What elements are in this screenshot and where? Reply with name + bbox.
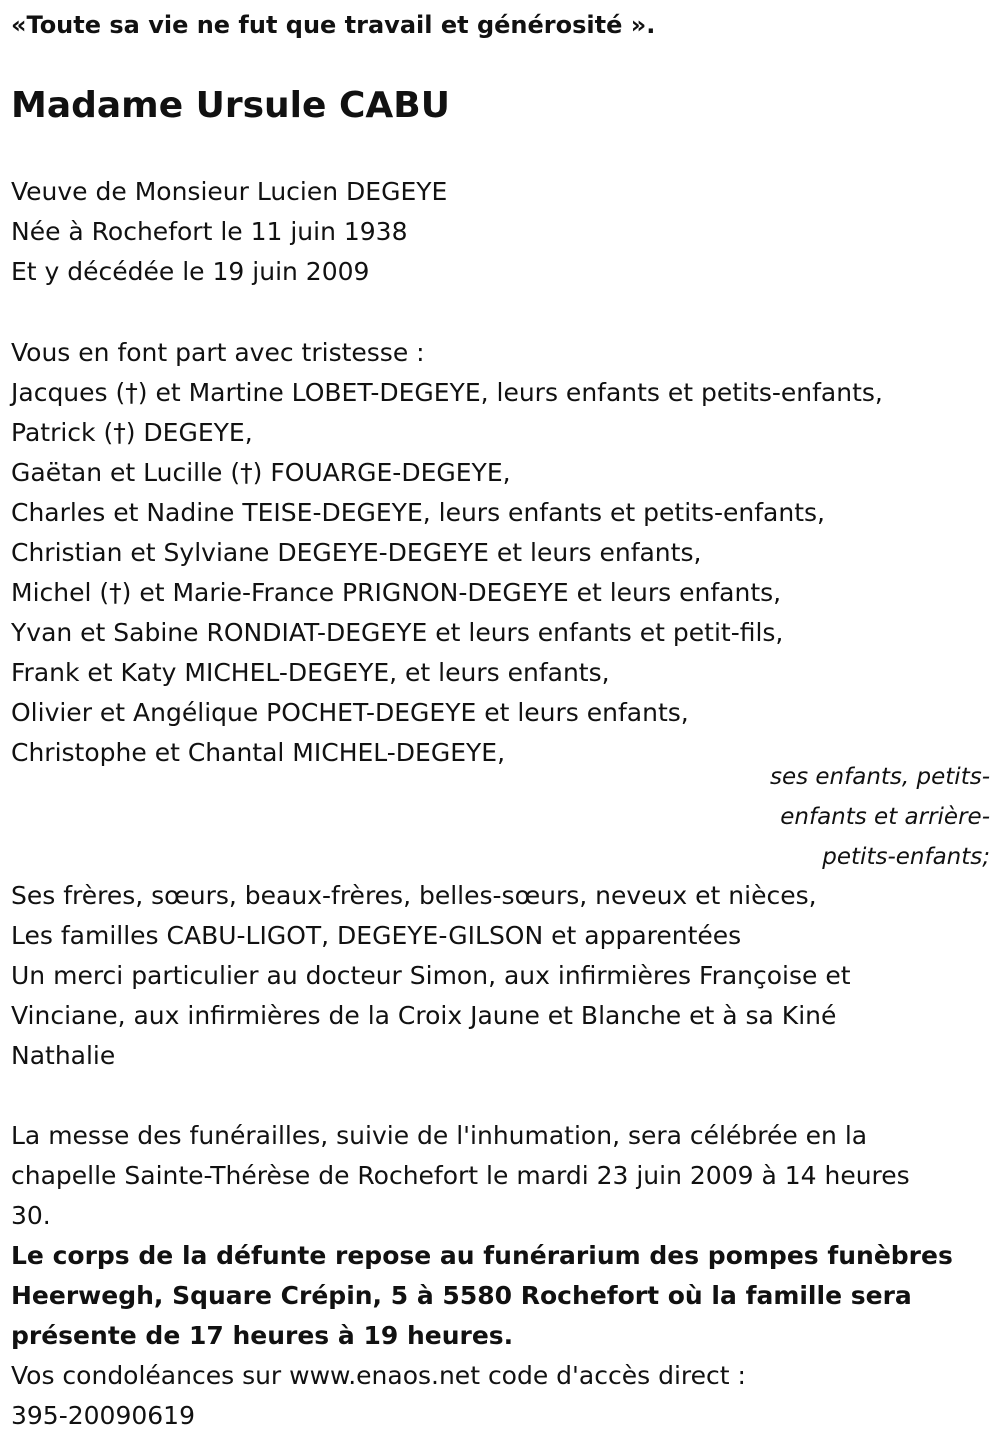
family-line: Jacques (†) et Martine LOBET-DEGEYE, leurs enfants et petits-enfants, <box>11 378 883 407</box>
funeral-home-line: Le corps de la défunte repose au funérarium des pompes funèbres <box>11 1241 953 1270</box>
death-line: Et y décédée le 19 juin 2009 <box>11 257 370 286</box>
mass-line: La messe des funérailles, suivie de l'inhumation, sera célébrée en la <box>11 1121 868 1150</box>
birth-line: Née à Rochefort le 11 juin 1938 <box>11 217 408 246</box>
epitaph-quote: «Toute sa vie ne fut que travail et générosité ». <box>11 11 656 39</box>
widow-of-line: Veuve de Monsieur Lucien DEGEYE <box>11 177 448 206</box>
thanks-line: Vinciane, aux infirmières de la Croix Jaune et Blanche et à sa Kiné <box>11 1001 837 1030</box>
relatives-line: Ses frères, sœurs, beaux-frères, belles-sœurs, neveux et nièces, <box>11 881 817 910</box>
funeral-home-line: Heerwegh, Square Crépin, 5 à 5580 Rochefort où la famille sera <box>11 1281 912 1310</box>
mass-line: chapelle Sainte-Thérèse de Rochefort le mardi 23 juin 2009 à 14 heures <box>11 1161 910 1190</box>
family-line: Christian et Sylviane DEGEYE-DEGEYE et leurs enfants, <box>11 538 702 567</box>
condolence-line: Vos condoléances sur www.enaos.net code d'accès direct : <box>11 1361 746 1390</box>
family-line: Frank et Katy MICHEL-DEGEYE, et leurs enfants, <box>11 658 610 687</box>
descendants-note-line: petits-enfants; <box>822 844 990 870</box>
mass-line: 30. <box>11 1201 51 1230</box>
family-line: Yvan et Sabine RONDIAT-DEGEYE et leurs enfants et petit-fils, <box>11 618 784 647</box>
access-code: 395-20090619 <box>11 1401 195 1430</box>
thanks-line: Un merci particulier au docteur Simon, aux infirmières Françoise et <box>11 961 851 990</box>
thanks-line: Nathalie <box>11 1041 116 1070</box>
descendants-note-line: enfants et arrière- <box>780 804 990 830</box>
family-intro: Vous en font part avec tristesse : <box>11 338 425 367</box>
family-line: Christophe et Chantal MICHEL-DEGEYE, <box>11 738 506 767</box>
descendants-note-line: ses enfants, petits- <box>769 764 990 790</box>
family-line: Charles et Nadine TEISE-DEGEYE, leurs enfants et petits-enfants, <box>11 498 825 527</box>
relatives-line: Les familles CABU-LIGOT, DEGEYE-GILSON et apparentées <box>11 921 742 950</box>
family-line: Gaëtan et Lucille (†) FOUARGE-DEGEYE, <box>11 458 511 487</box>
family-line: Patrick (†) DEGEYE, <box>11 418 253 447</box>
family-line: Michel (†) et Marie-France PRIGNON-DEGEYE et leurs enfants, <box>11 578 782 607</box>
funeral-home-line: présente de 17 heures à 19 heures. <box>11 1321 514 1350</box>
family-line: Olivier et Angélique POCHET-DEGEYE et leurs enfants, <box>11 698 689 727</box>
deceased-name: Madame Ursule CABU <box>11 85 450 126</box>
